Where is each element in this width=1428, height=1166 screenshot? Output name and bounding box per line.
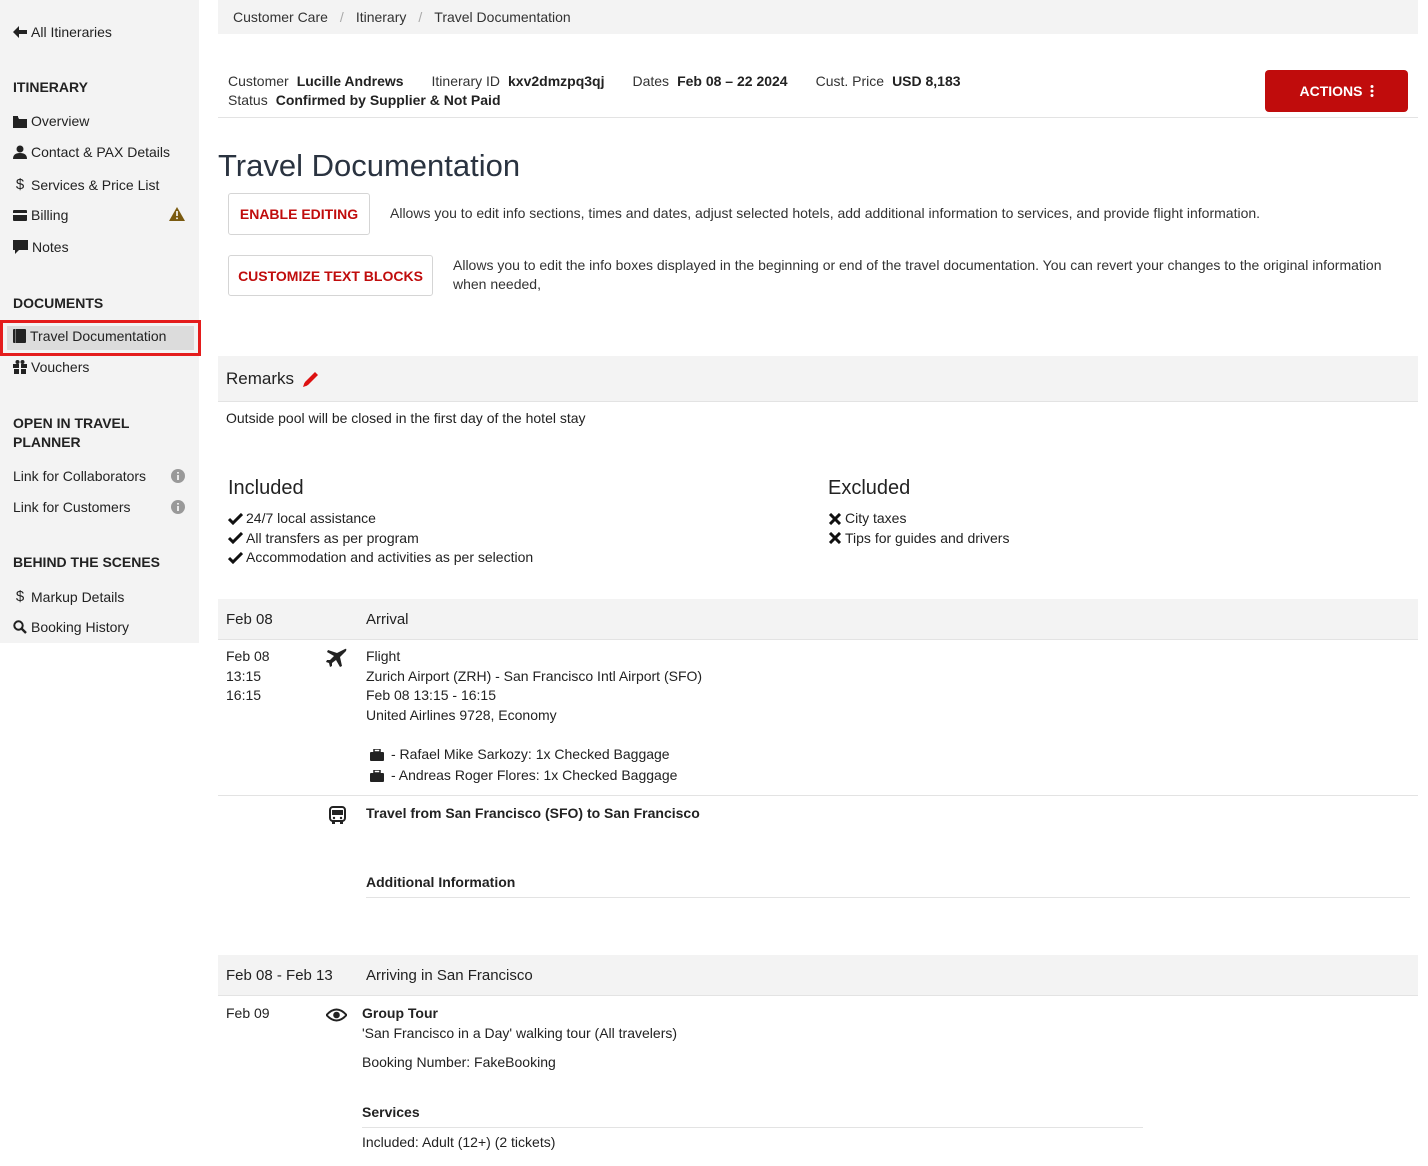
x-icon: [828, 513, 842, 525]
gift-icon: [13, 360, 27, 374]
suitcase-icon: [370, 749, 384, 761]
user-icon: [13, 145, 27, 159]
excluded-title: Excluded: [828, 477, 911, 499]
sidebar: [0, 0, 199, 643]
sidebar-item-label: Link for Customers: [13, 499, 131, 515]
search-icon: [13, 620, 27, 634]
breadcrumb: Customer Care / Itinerary / Travel Documentation: [218, 0, 1418, 34]
list-item: City taxes: [828, 509, 1009, 529]
itinerary-id: kxv2dmzpq3qj: [508, 73, 605, 89]
sidebar-item-booking-history[interactable]: [13, 619, 129, 635]
customer-name: Lucille Andrews: [296, 73, 404, 89]
day-header: [218, 955, 1418, 996]
customer-price: USD 8,183: [892, 73, 961, 89]
dollar-icon: $: [15, 176, 25, 193]
tour-type: Group Tour: [362, 1005, 438, 1021]
enable-editing-button[interactable]: ENABLE EDITING: [228, 193, 370, 235]
vertical-dots-icon: [1370, 85, 1374, 97]
services-heading: Services: [362, 1104, 420, 1120]
list-item: Tips for guides and drivers: [828, 529, 1009, 549]
remarks-text: Outside pool will be closed in the first day of the hotel stay: [226, 410, 586, 426]
enable-editing-description: Allows you to edit info sections, times and dates, adjust selected hotels, add additional information to services, and provide flight information.: [390, 205, 1261, 221]
x-icon: [828, 532, 842, 544]
customize-text-blocks-button[interactable]: CUSTOMIZE TEXT BLOCKS: [228, 255, 433, 296]
all-itineraries-link[interactable]: [13, 24, 112, 40]
itinerary-dates: Feb 08 – 22 2024: [677, 73, 788, 89]
breadcrumb-itinerary[interactable]: Itinerary: [355, 9, 407, 25]
sidebar-item-label: Travel Documentation: [30, 328, 167, 344]
eye-icon: [326, 1008, 347, 1022]
sidebar-item-vouchers[interactable]: [13, 359, 89, 375]
arrow-left-icon: [13, 26, 27, 38]
list-item: - Andreas Roger Flores: 1x Checked Baggage: [370, 765, 677, 786]
day-header: [218, 599, 1418, 640]
divider: [366, 897, 1410, 898]
excluded-list: [828, 509, 1009, 548]
sidebar-item-billing[interactable]: [13, 207, 68, 223]
divider: [362, 1127, 1143, 1128]
included-list: [228, 509, 533, 568]
transfer-title: Travel from San Francisco (SFO) to San Francisco: [366, 805, 700, 821]
book-icon: [13, 329, 26, 343]
list-item: Accommodation and activities as per selection: [228, 548, 533, 568]
itinerary-summary: Customer Lucille Andrews Itinerary ID kxv2dmzpq3qj Dates Feb 08 – 22 2024 Cust. Price USD 8,183 Status Confirmed by Supplier & Not Paid: [228, 73, 961, 108]
sidebar-item-label: Overview: [31, 113, 90, 129]
comment-icon: [13, 240, 28, 254]
additional-information-heading: Additional Information: [366, 874, 516, 890]
list-item: 24/7 local assistance: [228, 509, 533, 529]
planner-heading: OPEN IN TRAVEL PLANNER: [13, 415, 130, 450]
sidebar-item-label: Link for Collaborators: [13, 468, 147, 484]
link-for-collaborators[interactable]: [13, 468, 146, 484]
plane-icon: [326, 648, 347, 668]
behind-the-scenes-heading: BEHIND THE SCENES: [13, 554, 161, 570]
link-for-customers[interactable]: [13, 499, 130, 515]
sidebar-item-services[interactable]: [13, 176, 159, 193]
actions-button[interactable]: ACTIONS: [1265, 70, 1408, 112]
dollar-icon: $: [15, 588, 25, 605]
tour-name: 'San Francisco in a Day' walking tour (All travelers): [362, 1025, 678, 1041]
day-title: Arrival: [366, 611, 409, 628]
suitcase-icon: [370, 770, 384, 782]
sidebar-item-label: Billing: [31, 207, 69, 223]
page-title: Travel Documentation: [218, 148, 521, 183]
documents-heading: DOCUMENTS: [13, 295, 104, 311]
list-item: - Rafael Mike Sarkozy: 1x Checked Baggage: [370, 744, 677, 765]
divider: [218, 117, 1418, 118]
sidebar-item-travel-documentation[interactable]: [13, 328, 166, 344]
day-date: Feb 08: [226, 611, 273, 628]
tour-date: Feb 09: [226, 1005, 270, 1021]
booking-number: Booking Number: FakeBooking: [362, 1054, 556, 1070]
day-date: Feb 08 - Feb 13: [226, 967, 333, 984]
remarks-title: Remarks: [226, 368, 295, 388]
sidebar-item-markup-details[interactable]: [13, 588, 124, 605]
info-icon[interactable]: [171, 500, 185, 514]
sidebar-item-label: Notes: [32, 239, 69, 255]
check-icon: [228, 513, 243, 525]
breadcrumb-current: Travel Documentation: [434, 9, 571, 25]
all-itineraries-label: All Itineraries: [31, 24, 112, 40]
pencil-icon[interactable]: [302, 370, 320, 388]
breadcrumb-customer-care[interactable]: Customer Care: [233, 9, 328, 25]
bus-icon: [329, 806, 346, 824]
check-icon: [228, 532, 243, 544]
info-icon[interactable]: [171, 469, 185, 483]
status-badge: Confirmed by Supplier & Not Paid: [275, 92, 501, 108]
sidebar-item-label: Booking History: [31, 619, 130, 635]
customize-description: Allows you to edit the info boxes displayed in the beginning or end of the travel documentation. You can revert your changes to the original information when needed,: [453, 257, 1382, 292]
flight-details: Flight Zurich Airport (ZRH) - San Francisco Intl Airport (SFO) Feb 08 13:15 - 16:15 United Airlines 9728, Economy: [366, 648, 703, 723]
included-title: Included: [228, 477, 304, 499]
list-item: All transfers as per program: [228, 529, 533, 549]
day-title: Arriving in San Francisco: [366, 967, 533, 984]
itinerary-heading: ITINERARY: [13, 79, 88, 95]
sidebar-item-contact[interactable]: [13, 144, 170, 160]
service-item: Included: Adult (12+) (2 tickets): [362, 1134, 556, 1150]
folder-icon: [13, 115, 27, 128]
sidebar-item-notes[interactable]: [13, 239, 69, 255]
check-icon: [228, 552, 243, 564]
sidebar-item-label: Vouchers: [31, 359, 90, 375]
remarks-header: [218, 356, 1418, 402]
sidebar-item-overview[interactable]: [13, 113, 89, 129]
sidebar-item-label: Markup Details: [31, 588, 125, 605]
divider: [218, 795, 1418, 796]
sidebar-item-label: Contact & PAX Details: [31, 144, 171, 160]
warning-icon: [169, 207, 185, 221]
baggage-list: [370, 744, 677, 786]
flight-time: Feb 08 13:15 16:15: [226, 648, 270, 703]
sidebar-item-label: Services & Price List: [31, 176, 160, 193]
credit-card-icon: [13, 210, 27, 221]
